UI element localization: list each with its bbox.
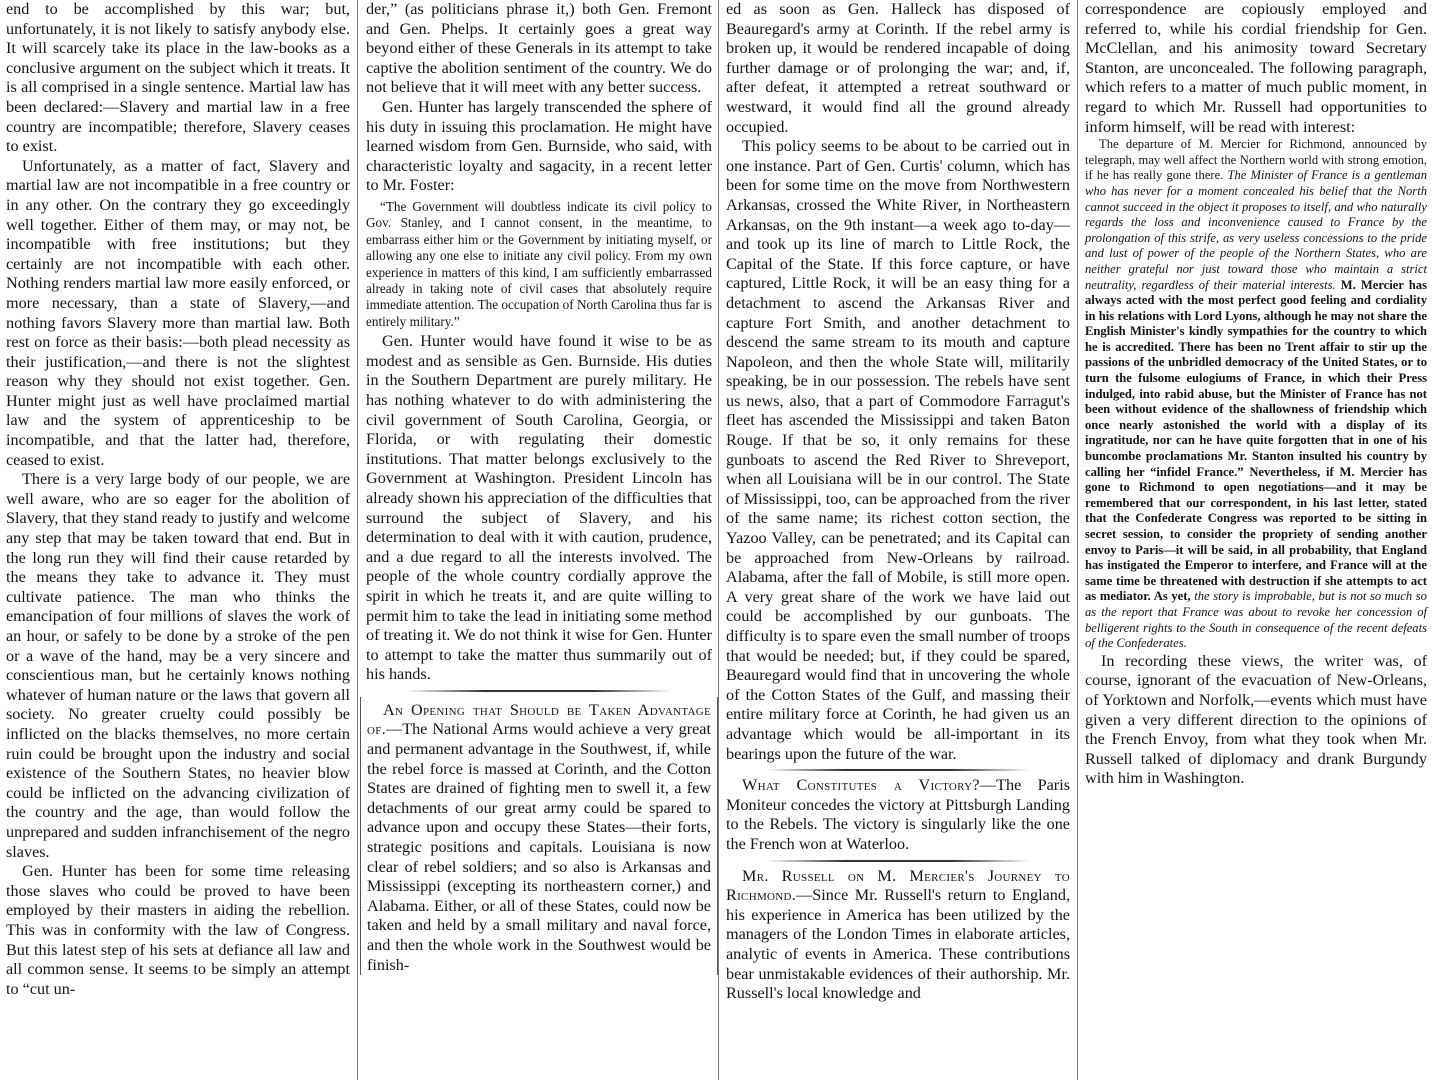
paragraph: correspondence are copiously employed and referred to, while his cordial friendship for Gen. McClellan, and his animosity toward Secretary Stanton, are unconcealed. The following paragraph, which refers to a matter of much public moment, in regard to which Mr. Russell had opportunities to inform himself, will be read with interest: xyxy=(1085,0,1427,136)
article-heading: Mr. Russell on M. Mercier's Journey to Richmond. xyxy=(726,866,1070,905)
article-heading: An Opening that Should be Taken Advantage of. xyxy=(367,700,711,739)
column-3 xyxy=(720,0,1076,1080)
column-1 xyxy=(0,0,356,1080)
article-divider xyxy=(406,690,672,692)
quote-segment: the story is improbable, but is not so much so as the report that France was about to revoke her concession of belligerent rights to the South in consequence of the recent defeats of the Confederates. xyxy=(1085,589,1427,651)
boxed-article xyxy=(360,697,718,975)
article-paragraph xyxy=(726,867,1070,1004)
column-divider xyxy=(357,0,358,1080)
paragraph: der,” (as politicians phrase it,) both Gen. Fremont and Gen. Phelps. It certainly goes a great way beyond either of these Generals in its attempt to take captive the abolition sentiment of the country. We do not believe that it will meet with any better success. xyxy=(366,0,712,97)
paragraph: In recording these views, the writer was, of course, ignorant of the evacuation of New-Orleans, of Yorktown and Norfolk,—events which must have given a very different direction to the opinions of the French Envoy, from what they took when Mr. Russell talked of diplomacy and drank Burgundy with him in Washington. xyxy=(1085,651,1427,788)
paragraph: ed as soon as Gen. Halleck has disposed of Beauregard's army at Corinth. If the rebel army is broken up, it would be rendered incapable of doing further damage or of prolonging the war; and, if, after defeat, it attempted a retreat southward or westward, it would find all the ground already occupied. xyxy=(726,0,1070,136)
quote-segment: The departure of M. Mercier for Richmond, announced by telegraph, may well affect the Northern world with strong emotion, if he has really gone there. xyxy=(1085,137,1427,183)
article-divider xyxy=(766,860,1030,862)
paragraph: There is a very large body of our people, we are well aware, who are so eager for the abolition of Slavery, that they stand ready to justify and welcome any step that may be taken toward that end. But in the long run they will find their cause retarded by the means they take to advance it. They must cultivate patience. The man who thinks the emancipation of four millions of slaves the work of an hour, or safely to be done by a stroke of the pen or a wave of the hand, may be a very sincere and conscientious man, but he certainly knows nothing whatever of human nature or the laws that govern all society. No greater cruelty could possibly be inflicted on the blacks themselves, no more certain ruin could be brought upon the industry and social existence of the Southern States, no heavier blow could be inflicted on the advancing civilization of the country and the age, than would follow the unprepared and sudden infranchisement of the negro slaves. xyxy=(6,470,350,861)
paragraph: Unfortunately, as a matter of fact, Slavery and martial law are not incompatible in a free country or in any other. On the contrary they go exceedingly well together. Either of them may, or may not, be incompatible with free institutions; but they certainly are not incompatible with each other. Nothing renders martial law more easily enforced, or more necessary, than a state of Slavery,—and nothing favors Slavery more than martial law. Both rest on force as their basis:—both plead necessity as their justification,—and there is not the slightest reason why they should not exist together. Gen. Hunter might just as well have proclaimed martial law and the system of apprenticeship to be incompatible, and that the latter had, therefore, ceased to exist. xyxy=(6,156,350,469)
article-heading: What Constitutes a Victory? xyxy=(742,776,980,795)
article-paragraph xyxy=(367,701,711,975)
quote-segment: M. Mercier has always acted with the most perfect good feeling and cordiality in his relations with Lord Lyons, although he may not share the English Minister's kindly sympathies for the country to which he is accredited. There has been no Trent affair to stir up the passions of the unbridled democracy of the United States, or to turn the fulsome eulogiums of France, in which their Press indulged, into rabid abuse, but the Minister of France has not been without evidence of the shallowness of friendship which once nearly astonished the world with a display of its ingratitude, nor can he have quite forgotten that in one of his buncombe proclamations Mr. Stanton insulted his country by calling her “infidel France.” Nevertheless, if M. Mercier has gone to Richmond to open negotiations—and it may be remembered that our correspondent, in his last letter, stated that the Confederate Congress was reported to be sitting in secret session, to consider the propriety of sending another envoy to Paris—it will be said, in all probability, that England has instigated the Emperor to interfere, and France will at the same time be threatened with destruction if she attempts to act as mediator. As yet, xyxy=(1085,277,1427,604)
column-2 xyxy=(360,0,718,1080)
paragraph: Gen. Hunter has largely transcended the sphere of his duty in issuing this proclamation. He might have learned wisdom from Gen. Burnside, who said, with characteristic loyalty and sagacity, in a recent letter to Mr. Foster: xyxy=(366,97,712,195)
article-text: —Since Mr. Russell's return to England, his experience in America has been utilized by the managers of the London Times in elaborate articles, analytic of events in America. These contributions bear unmistakable evidences of their authorship. Mr. Russell's local knowledge and xyxy=(726,886,1070,1003)
quoted-paragraph xyxy=(1085,137,1427,652)
article-text: —The National Arms would achieve a very great and permanent advantage in the Southwest, if, while the rebel force is massed at Corinth, and the Cotton States are drained of fighting men to swell it, a few detachments of our great army could be spared to advance upon and occupy these States—their forts, strategic positions and capitals. Louisiana is now clear of rebel soldiers; and so also is Arkansas and Mississippi (excepting its northeastern corner,) and Alabama. Either, or all of these States, could now be taken and held by a small military and naval force, and then the whole work in the Southwest would be finish- xyxy=(367,720,711,974)
article-divider xyxy=(766,769,1030,771)
paragraph: Gen. Hunter has been for some time releasing those slaves who could be proved to have been employed by their masters in aiding the rebellion. This was in conformity with the law of Congress. But this latest step of his sets at defiance all law and all common sense. It seems to be simply an attempt to “cut un- xyxy=(6,862,350,998)
article-paragraph xyxy=(726,776,1070,854)
article-text: —The Paris Moniteur concedes the victory at Pittsburgh Landing to the Rebels. The victory is singularly like the one the French won at Waterloo. xyxy=(726,776,1070,853)
column-divider xyxy=(718,0,719,1080)
paragraph: Gen. Hunter would have found it wise to be as modest and as sensible as Gen. Burnside. His duties in the Southern Department are purely military. He has nothing whatever to do with administering the civil government of South Carolina, Georgia, or Florida, or with regulating their domestic institutions. That matter belongs exclusively to the Government at Washington. President Lincoln has already shown his appreciation of the difficulties that surround the subject of Slavery, and his determination to deal with it with caution, prudence, and a due regard to all the interests involved. The people of the whole country cordially approve the spirit in which he treats it, and are quite willing to permit him to take the lead in initiating some method of treating it. We do not think it wise for Gen. Hunter to attempt to take the matter thus summarily out of his hands. xyxy=(366,332,712,684)
paragraph: end to be accomplished by this war; but, unfortunately, it is not likely to satisfy anybody else. It will scarcely take its place in the law-books as a conclusive argument on the subject which it treats. It is all comprised in a single sentence. Martial law has been declared:—Slavery and martial law in a free country are incompatible; therefore, Slavery ceases to exist. xyxy=(6,0,350,156)
quote-segment: The Minister of France is a gentleman who has never for a moment concealed his belief that the North cannot succeed in the object it proposes to itself, and who naturally regards the loss and inconvenience caused to France by the prolongation of this strife, as very useless concessions to the pride and lust of power of the people of the Northern States, who are neither grateful nor just toward those who maintain a strict neutrality, regardless of their material interests. xyxy=(1085,168,1428,292)
block-quote: “The Government will doubtless indicate its civil policy to Gov. Stanley, and I cannot consent, in the meantime, to embarrass either him or the Government by initiating myself, or allowing any one else to initiate any civil policy. From my own experience in matters of this kind, I am sufficiently embarrassed already in taking note of civil cases that absolutely require immediate attention. The occupation of North Carolina thus far is entirely military.” xyxy=(366,198,712,329)
paragraph: This policy seems to be about to be carried out in one instance. Part of Gen. Curtis' column, which has been for some time on the move from Northwestern Arkansas, crossed the White River, in Northeastern Arkansas, on the 9th instant—a week ago to-day—and took up its line of march to Little Rock, the Capital of the State. If this force capture, or have captured, Little Rock, it will be an easy thing for a detachment to ascend the Arkansas River and capture Fort Smith, and another detachment to descend the same stream to its mouth and capture Napoleon, and then the whole State will, militarily speaking, be in our possession. The rebels have sent us news, also, that a part of Commodore Farragut's fleet has ascended the Mississippi and taken Baton Rouge. If that be so, it only remains for these gunboats to ascend the Red River to Shreveport, when all Louisiana will be in our control. The State of Mississippi, too, can be approached from the river of the same name; its richest cotton section, the Yazoo Valley, can be penetrated; and its Capital can be approached from New-Orleans by railroad. Alabama, after the fall of Mobile, is still more open. A very great share of the work we have laid out could be accomplished by our gunboats. The difficulty is to spare even the small number of troops that would be needed; but, if they could be spared, Beauregard would find that in uncovering the whole of the Cotton States of the Gulf, and massing their entire military force at Corinth, he had given us an advantage which would be all-important in its bearings upon the future of the war. xyxy=(726,137,1070,763)
column-divider xyxy=(1077,0,1078,1080)
column-4 xyxy=(1079,0,1433,1080)
